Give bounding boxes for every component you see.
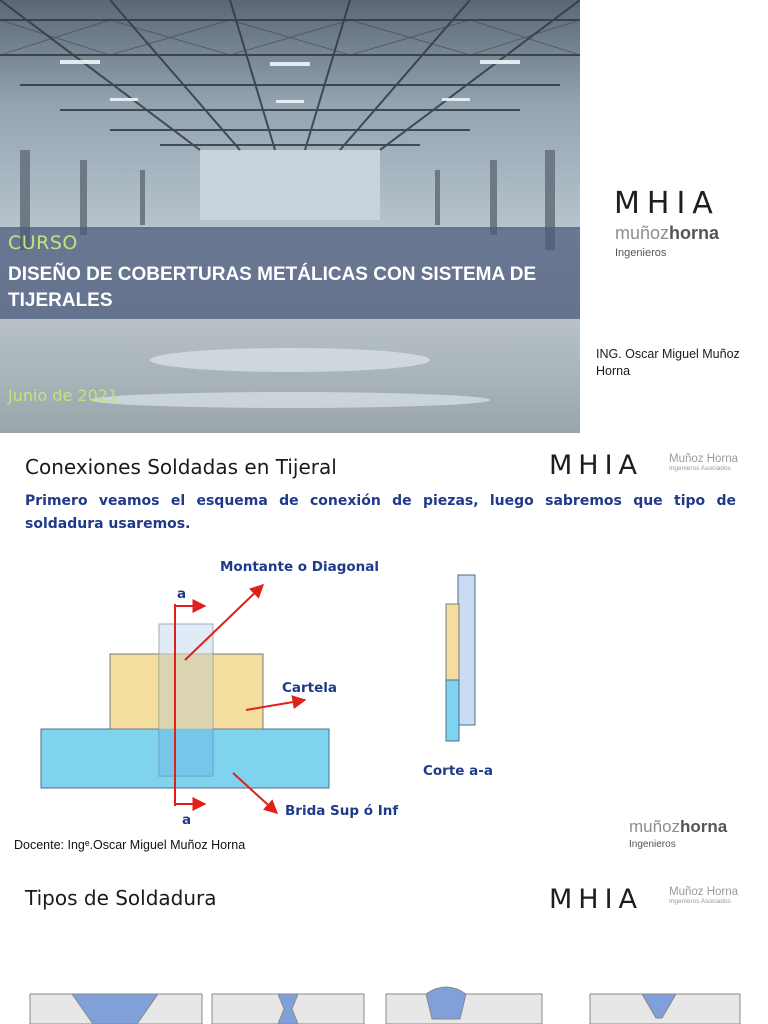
footer-tagline: Ingenieros bbox=[629, 839, 676, 850]
label-section-top: a bbox=[177, 586, 187, 602]
logo-company bbox=[669, 453, 738, 473]
label-montante: Montante o Diagonal bbox=[220, 559, 380, 575]
mhia-logo: MHIA bbox=[549, 884, 644, 915]
weld-types-slide bbox=[0, 864, 768, 1024]
label-cartela: Cartela bbox=[282, 680, 338, 696]
weld-type-illustrations bbox=[0, 974, 768, 1024]
course-kicker: CURSO bbox=[8, 232, 78, 254]
brand-sub-a: muñoz bbox=[615, 223, 670, 243]
footer-brand-b: horna bbox=[680, 817, 728, 836]
brand-tagline: Ingenieros bbox=[615, 247, 667, 259]
logo-company-tag: Ingenieros Asociados bbox=[669, 465, 731, 472]
section-gusset bbox=[446, 604, 459, 680]
logo-company-name: Muñoz Horna bbox=[669, 453, 739, 465]
brand-logo: MHIA bbox=[614, 186, 720, 221]
montante-arrow bbox=[185, 585, 263, 660]
label-corte: Corte a-a bbox=[423, 763, 493, 779]
welded-connections-slide bbox=[0, 433, 768, 864]
course-title: DISEÑO DE COBERTURAS METÁLICAS CON SISTEMA DE TIJERALES bbox=[8, 264, 537, 311]
warehouse-photo bbox=[0, 0, 580, 433]
section-flange bbox=[446, 680, 459, 741]
label-brida: Brida Sup ó Inf bbox=[285, 803, 399, 819]
logo-company-name: Muñoz Horna bbox=[669, 886, 739, 898]
footer-brand-a: muñoz bbox=[629, 817, 681, 836]
course-date: Junio de 2021 bbox=[8, 386, 119, 405]
cover-slide bbox=[0, 0, 768, 433]
connection-diagram bbox=[0, 548, 768, 838]
u-weld bbox=[426, 987, 466, 1019]
logo-company-tag: Ingenieros Asociados bbox=[669, 898, 731, 905]
slide-title: Conexiones Soldadas en Tijeral bbox=[25, 455, 337, 479]
docente-credit: Docente: Ingᵉ.Oscar Miguel Muñoz Horna bbox=[14, 838, 246, 852]
brand-sub-b: horna bbox=[669, 223, 720, 243]
slide-title: Tipos de Soldadura bbox=[25, 886, 217, 910]
section-member bbox=[458, 575, 475, 725]
footer-brand bbox=[629, 817, 727, 837]
label-section-bottom: a bbox=[182, 812, 192, 828]
mhia-logo: MHIA bbox=[549, 450, 644, 481]
intro-text: Primero veamos el esquema de conexión de piezas, luego sabremos que tipo de soldadura usaremos. bbox=[25, 493, 736, 532]
logo-company bbox=[669, 886, 738, 906]
brand-subtitle bbox=[615, 223, 719, 244]
author-name: ING. Oscar Miguel Muñoz Horna bbox=[596, 347, 740, 378]
